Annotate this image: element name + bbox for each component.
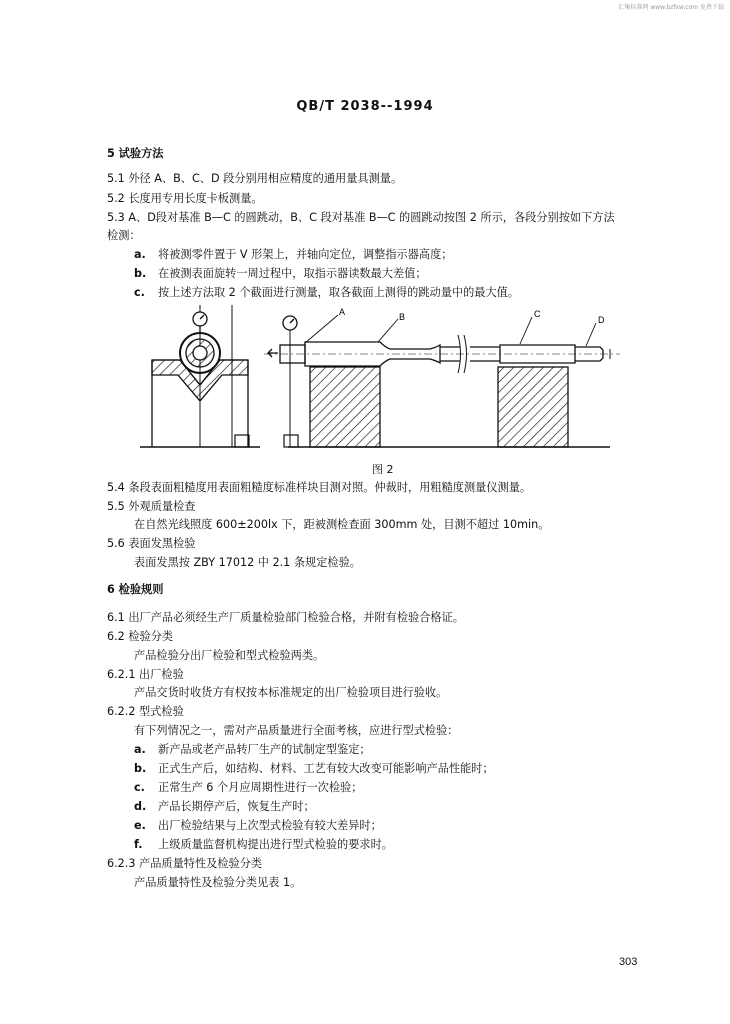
label-a: A [339, 307, 346, 317]
figure-2 [140, 305, 640, 455]
label-b: B [399, 312, 406, 322]
clause-5-1: 5.1 外径 A、B、C、D 段分别用相应精度的通用量具测量。 [107, 172, 403, 185]
list-item: c. 按上述方法取 2 个截面进行测量，取各截面上测得的跳动量中的最大值。 [134, 286, 520, 299]
clause-6-2-3-body: 产品质量特性及检验分类见表 1。 [134, 876, 302, 889]
clause-6-2-1: 6.2.1 出厂检验 [107, 668, 184, 681]
clause-5-2: 5.2 长度用专用长度卡板测量。 [107, 192, 263, 205]
list-item: d. 产品长期停产后，恢复生产时； [134, 800, 315, 813]
list-item: a. 将被测零件置于 V 形架上，并轴向定位，调整指示器高度； [134, 248, 453, 261]
clause-6-2: 6.2 检验分类 [107, 630, 174, 643]
clause-6-2-1-body: 产品交货时收货方有权按本标准规定的出厂检验项目进行验收。 [134, 686, 448, 699]
clause-6-2-body: 产品检验分出厂检验和型式检验两类。 [134, 649, 325, 662]
clause-5-3: 5.3 A、D段对基准 B—C 的圆跳动，B、C 段对基准 B—C 的圆跳动按图 2 所示，各段分别按如下方法 [107, 211, 615, 224]
clause-6-2-2: 6.2.2 型式检验 [107, 705, 184, 718]
watermark: 汇集标准网 www.bzfxw.com 免费下载 [618, 4, 724, 11]
clause-6-2-3: 6.2.3 产品质量特性及检验分类 [107, 857, 263, 870]
clause-5-6-body: 表面发黑按 ZBY 17012 中 2.1 条规定检验。 [134, 556, 361, 569]
clause-6-1: 6.1 出厂产品必须经生产厂质量检验部门检验合格，并附有检验合格证。 [107, 611, 464, 624]
list-item: b. 在被测表面旋转一周过程中，取指示器读数最大差值； [134, 267, 427, 280]
list-item: a. 新产品或老产品转厂生产的试制定型鉴定； [134, 743, 371, 756]
clause-5-3-cont: 检测： [107, 229, 141, 242]
clause-5-4: 5.4 条段表面粗糙度用表面粗糙度标准样块目测对照。仲裁时，用粗糙度测量仪测量。 [107, 481, 532, 494]
label-c: C [534, 309, 541, 319]
section-6-title: 6 检验规则 [107, 583, 164, 596]
shaft-side-view [264, 315, 620, 447]
v-block-end-view [140, 305, 260, 447]
clause-5-5-body: 在自然光线照度 600±200lx 下，距被测检查面 300mm 处，目测不超过 10min。 [134, 518, 550, 531]
page-number: 303 [619, 956, 638, 968]
list-item: f. 上级质量监督机构提出进行型式检验的要求时。 [134, 838, 393, 851]
list-item: c. 正常生产 6 个月应周期性进行一次检验； [134, 781, 363, 794]
figure-caption: 图 2 [372, 463, 394, 476]
section-5-title: 5 试验方法 [107, 147, 164, 160]
clause-6-2-2-body: 有下列情况之一，需对产品质量进行全面考核，应进行型式检验： [134, 724, 459, 737]
label-d: D [598, 315, 605, 325]
clause-5-6: 5.6 表面发黑检验 [107, 537, 196, 550]
list-item: e. 出厂检验结果与上次型式检验有较大差异时； [134, 819, 382, 832]
list-item: b. 正式生产后，如结构、材料、工艺有较大改变可能影响产品性能时； [134, 762, 494, 775]
clause-5-5: 5.5 外观质量检查 [107, 500, 196, 513]
standard-header: QB/T 2038--1994 [296, 99, 434, 114]
